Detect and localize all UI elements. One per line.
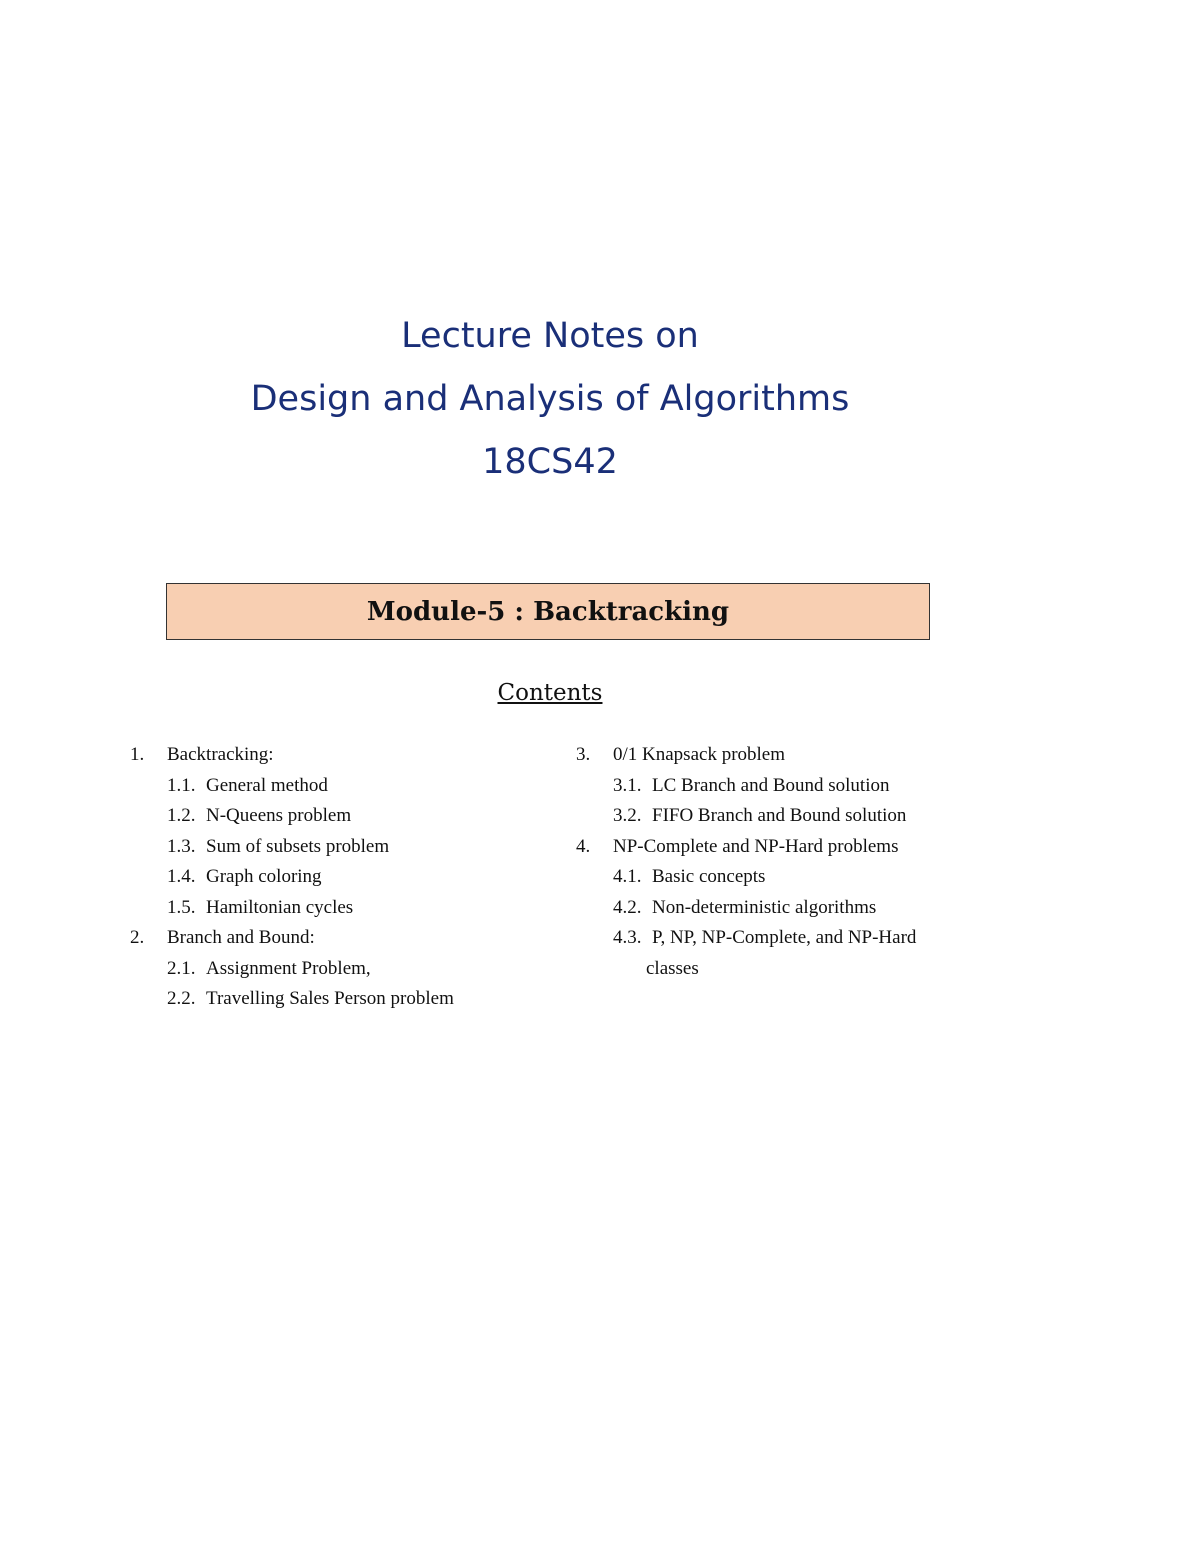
toc-item-text: Graph coloring — [206, 866, 322, 887]
toc-right-column — [576, 740, 976, 984]
toc-item-number: 1.5. — [167, 896, 196, 918]
toc-item-text: 0/1 Knapsack problem — [613, 744, 786, 765]
toc-item-number: 1.1. — [167, 774, 196, 796]
toc-item-number: 4.1. — [613, 866, 642, 887]
toc-subitem — [130, 801, 550, 832]
toc-item — [576, 740, 976, 771]
title-line-3: 18CS42 — [482, 442, 618, 482]
toc-item-number: 3.1. — [613, 774, 642, 796]
toc-item-text: Non-deterministic algorithms — [652, 896, 877, 918]
toc-item-text: Travelling Sales Person problem — [206, 988, 454, 1009]
toc-item-number: 4. — [576, 835, 591, 857]
toc-item-number: 3.2. — [613, 805, 642, 826]
toc-item-number: 4.2. — [613, 896, 642, 918]
document-title — [0, 308, 1100, 497]
module-heading-box — [166, 583, 930, 640]
toc-item-number: 3. — [576, 744, 591, 765]
toc-item-number: 2.2. — [167, 988, 196, 1009]
title-line-2: Design and Analysis of Algorithms — [250, 379, 850, 419]
toc-item-number: 2.1. — [167, 957, 196, 979]
toc-item-text: General method — [206, 774, 328, 796]
toc-item-text: P, NP, NP-Complete, and NP-Hard — [652, 927, 917, 948]
toc-subitem — [130, 954, 550, 985]
toc-item — [130, 923, 550, 954]
toc-subitem-continuation — [576, 954, 976, 985]
toc-item-number: 2. — [130, 927, 145, 948]
toc-item-text: Sum of subsets problem — [206, 835, 390, 857]
toc-item-text: Basic concepts — [652, 866, 766, 887]
toc-item — [576, 832, 976, 863]
toc-subitem — [576, 862, 976, 893]
toc-item-text: Hamiltonian cycles — [206, 896, 354, 918]
toc-left-column — [130, 740, 550, 1015]
toc-item-text: Branch and Bound: — [167, 927, 315, 948]
toc-subitem — [130, 832, 550, 863]
toc-item-number: 1.2. — [167, 805, 196, 826]
toc-item-text: N-Queens problem — [206, 805, 352, 826]
toc-item-number: 1.3. — [167, 835, 196, 857]
toc-subitem — [130, 862, 550, 893]
module-heading: Module-5 : Backtracking — [366, 597, 730, 627]
toc-subitem — [130, 771, 550, 802]
toc-item-number: 1. — [130, 744, 145, 765]
toc-item — [130, 740, 550, 771]
toc-item-text: NP-Complete and NP-Hard problems — [613, 835, 899, 857]
toc-item-text: LC Branch and Bound solution — [652, 774, 890, 796]
toc-subitem — [130, 984, 550, 1015]
toc-subitem — [576, 801, 976, 832]
toc-item-text: classes — [646, 957, 699, 979]
toc-subitem — [576, 923, 976, 954]
toc-subitem — [576, 771, 976, 802]
toc-subitem — [576, 893, 976, 924]
toc-subitem — [130, 893, 550, 924]
toc-item-number: 1.4. — [167, 866, 196, 887]
toc-item-text: FIFO Branch and Bound solution — [652, 805, 907, 826]
contents-heading: Contents — [497, 680, 603, 706]
toc-item-text: Assignment Problem, — [206, 957, 371, 979]
title-line-1: Lecture Notes on — [401, 316, 699, 356]
toc-item-text: Backtracking: — [167, 744, 274, 765]
toc-item-number: 4.3. — [613, 927, 642, 948]
